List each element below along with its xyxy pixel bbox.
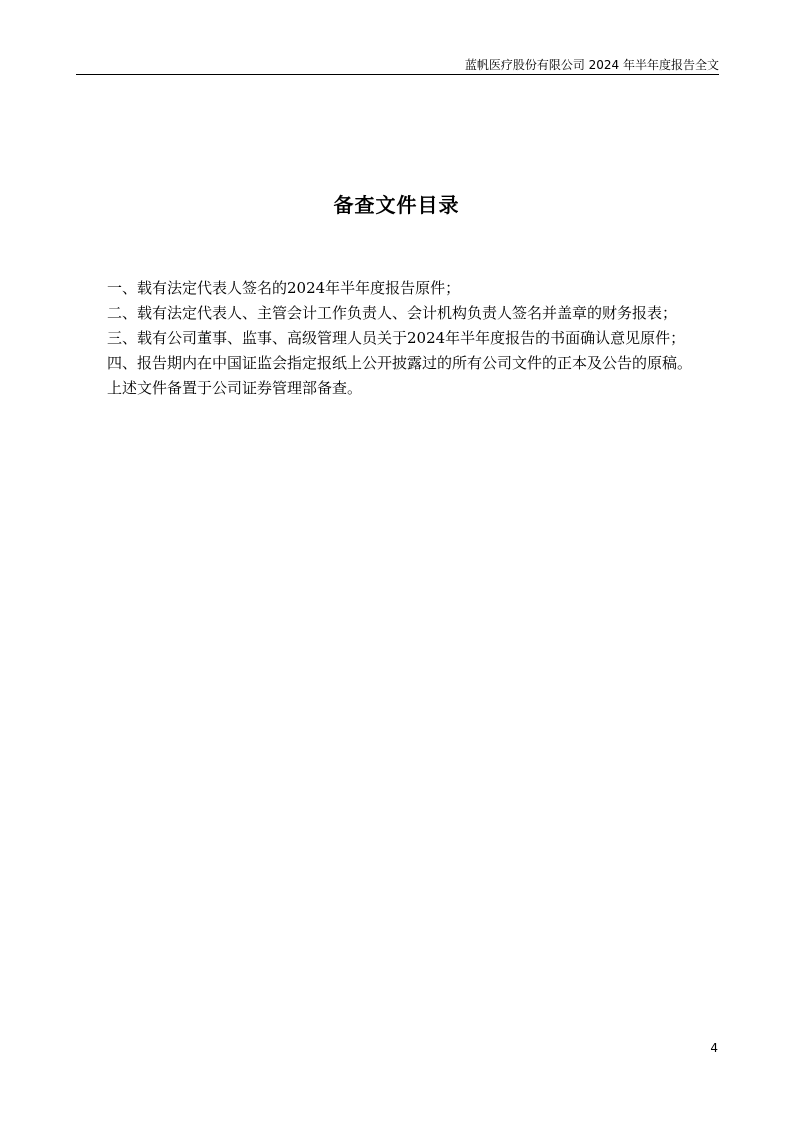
header-divider [76, 74, 719, 75]
list-item: 二、载有法定代表人、主管会计工作负责人、会计机构负责人签名并盖章的财务报表； [107, 304, 678, 322]
list-item: 上述文件备置于公司证券管理部备查。 [107, 379, 363, 397]
page-number: 4 [710, 1041, 718, 1055]
list-item: 三、载有公司董事、监事、高级管理人员关于2024年半年度报告的书面确认意见原件； [107, 329, 686, 347]
list-item: 一、载有法定代表人签名的2024年半年度报告原件； [107, 279, 461, 297]
running-header: 蓝帆医疗股份有限公司 2024 年半年度报告全文 [464, 58, 719, 72]
document-title: 备查文件目录 [333, 193, 460, 217]
list-item: 四、报告期内在中国证监会指定报纸上公开披露过的所有公司文件的正本及公告的原稿。 [107, 354, 693, 372]
document-list [107, 276, 747, 401]
